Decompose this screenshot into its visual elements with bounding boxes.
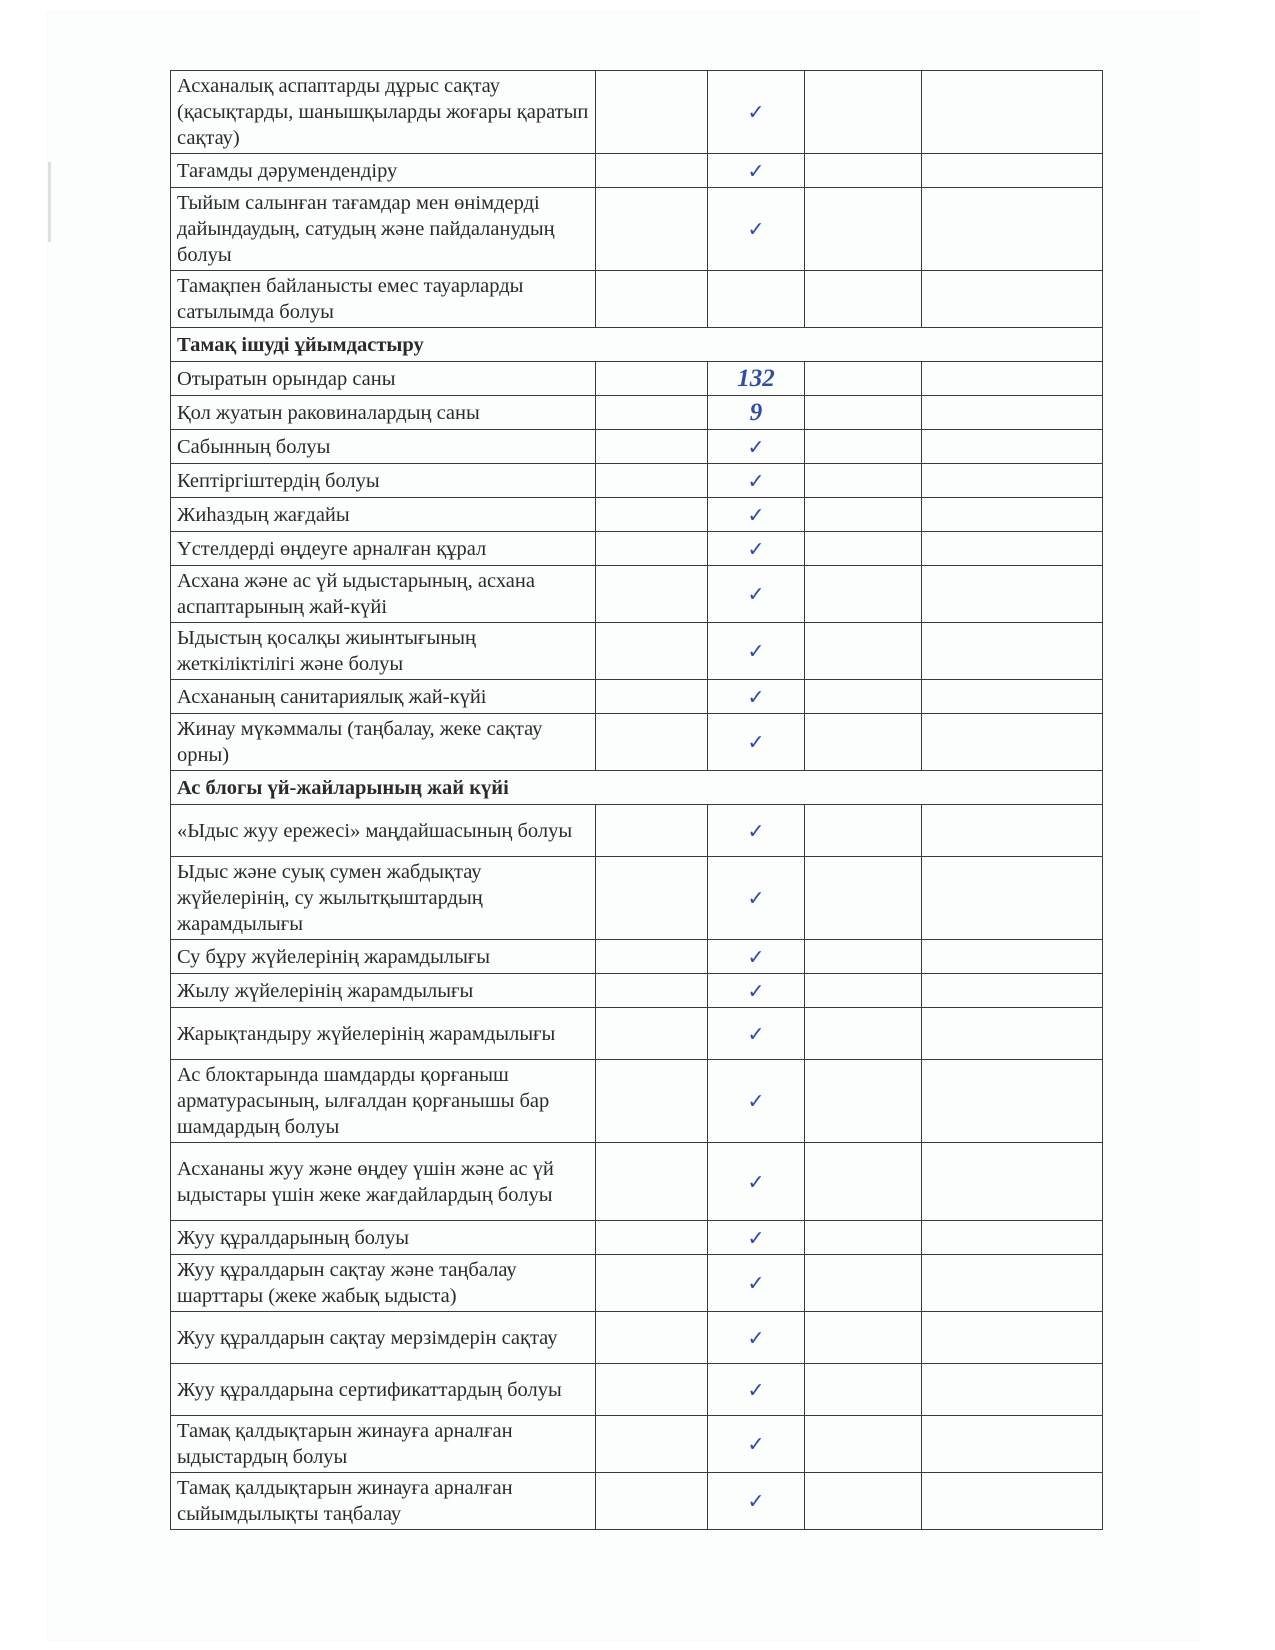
checklist-row (171, 498, 1103, 532)
empty-cell (922, 974, 1103, 1008)
checkmark-icon: ✓ (708, 532, 805, 566)
checkmark-icon: ✓ (708, 498, 805, 532)
checkmark-icon: ✓ (708, 464, 805, 498)
criterion-label: Ыдыс және суық сумен жабдықтау жүйелерінің, су жылытқыштардың жарамдылығы (171, 857, 596, 940)
empty-cell (805, 1008, 922, 1060)
criterion-label: Тыйым салынған тағамдар мен өнімдерді дайындаудың, сатудың және пайдаланудың болуы (171, 188, 596, 271)
checkmark-icon: ✓ (708, 940, 805, 974)
checklist-row (171, 188, 1103, 271)
empty-cell (922, 430, 1103, 464)
empty-cell (805, 396, 922, 430)
empty-cell (805, 805, 922, 857)
empty-cell (596, 430, 708, 464)
empty-cell (922, 396, 1103, 430)
empty-cell (805, 188, 922, 271)
checklist-row (171, 680, 1103, 714)
criterion-label: Тағамды дәрумендендіру (171, 154, 596, 188)
checklist-row (171, 532, 1103, 566)
checkmark-icon: ✓ (708, 974, 805, 1008)
empty-cell (922, 532, 1103, 566)
empty-cell (922, 1312, 1103, 1364)
checklist-row (171, 396, 1103, 430)
empty-cell (922, 71, 1103, 154)
empty-cell (596, 396, 708, 430)
empty-cell (922, 1143, 1103, 1221)
checklist-row (171, 154, 1103, 188)
checkmark-icon: ✓ (708, 1473, 805, 1530)
criterion-label: Асхана және ас үй ыдыстарының, асхана аспаптарының жай-күйі (171, 566, 596, 623)
criterion-label: Асханалық аспаптарды дұрыс сақтау (қасықтарды, шанышқыларды жоғары қаратып сақтау) (171, 71, 596, 154)
empty-cell (596, 362, 708, 396)
empty-cell (596, 71, 708, 154)
checklist-row (171, 566, 1103, 623)
empty-cell (596, 623, 708, 680)
empty-cell (922, 1060, 1103, 1143)
empty-cell (596, 532, 708, 566)
criterion-label: Жарықтандыру жүйелерінің жарамдылығы (171, 1008, 596, 1060)
empty-cell (805, 71, 922, 154)
criterion-label: Тамақ қалдықтарын жинауға арналған сыйымдылықты таңбалау (171, 1473, 596, 1530)
criterion-label: Асхананың санитариялық жай-күйі (171, 680, 596, 714)
empty-cell (596, 805, 708, 857)
checkmark-icon: ✓ (708, 1416, 805, 1473)
empty-cell (805, 1364, 922, 1416)
empty-cell (805, 1255, 922, 1312)
checklist-row (171, 1143, 1103, 1221)
section-title: Ас блогы үй-жайларының жай күйі (171, 771, 1103, 805)
criterion-label: Жуу құралдарын сақтау мерзімдерін сақтау (171, 1312, 596, 1364)
section-title: Тамақ ішуді ұйымдастыру (171, 328, 1103, 362)
empty-cell (922, 1473, 1103, 1530)
empty-cell (922, 714, 1103, 771)
checkmark-icon: ✓ (708, 71, 805, 154)
checklist-row (171, 805, 1103, 857)
empty-cell (596, 857, 708, 940)
checklist-row (171, 1416, 1103, 1473)
empty-cell (805, 680, 922, 714)
empty-cell (805, 430, 922, 464)
empty-cell (596, 714, 708, 771)
empty-cell (922, 940, 1103, 974)
empty-cell (805, 464, 922, 498)
criterion-label: Жуу құралдарына сертификаттардың болуы (171, 1364, 596, 1416)
checklist-row (171, 1221, 1103, 1255)
criterion-label: Ыдыстың қосалқы жиынтығының жеткіліктілігі және болуы (171, 623, 596, 680)
checkmark-icon: ✓ (708, 805, 805, 857)
checklist-row (171, 974, 1103, 1008)
empty-cell (922, 154, 1103, 188)
checkmark-icon: ✓ (708, 1060, 805, 1143)
empty-cell (805, 1221, 922, 1255)
empty-cell (805, 1143, 922, 1221)
empty-cell (922, 1364, 1103, 1416)
criterion-label: Кептіргіштердің болуы (171, 464, 596, 498)
checkmark-icon: ✓ (708, 430, 805, 464)
empty-cell (922, 188, 1103, 271)
section-header-row (171, 771, 1103, 805)
empty-cell (596, 1255, 708, 1312)
checklist-row (171, 464, 1103, 498)
checkmark-icon: ✓ (708, 1312, 805, 1364)
empty-cell (596, 1473, 708, 1530)
checklist-row (171, 71, 1103, 154)
handwritten-count: 132 (708, 362, 805, 396)
checkmark-icon: ✓ (708, 680, 805, 714)
inspection-checklist-table (170, 70, 1103, 1530)
checklist-row (171, 430, 1103, 464)
checkmark-icon: ✓ (708, 857, 805, 940)
empty-cell (922, 1255, 1103, 1312)
empty-cell (922, 680, 1103, 714)
empty-cell (596, 1364, 708, 1416)
checklist-row (171, 1312, 1103, 1364)
checklist-row (171, 271, 1103, 328)
empty-cell (922, 805, 1103, 857)
checklist-row (171, 1255, 1103, 1312)
criterion-label: Отыратын орындар саны (171, 362, 596, 396)
empty-cell (922, 566, 1103, 623)
checkmark-icon (708, 271, 805, 328)
checklist-row (171, 714, 1103, 771)
empty-cell (805, 974, 922, 1008)
empty-cell (805, 566, 922, 623)
checklist-row (171, 1060, 1103, 1143)
empty-cell (805, 623, 922, 680)
empty-cell (596, 154, 708, 188)
criterion-label: Ас блоктарында шамдарды қорғаныш арматурасының, ылғалдан қорғанышы бар шамдардың болуы (171, 1060, 596, 1143)
empty-cell (805, 1060, 922, 1143)
empty-cell (922, 362, 1103, 396)
empty-cell (922, 1008, 1103, 1060)
empty-cell (596, 1221, 708, 1255)
empty-cell (922, 1416, 1103, 1473)
empty-cell (596, 974, 708, 1008)
criterion-label: Қол жуатын раковиналардың саны (171, 396, 596, 430)
empty-cell (596, 271, 708, 328)
section-header-row (171, 328, 1103, 362)
handwritten-count: 9 (708, 396, 805, 430)
checkmark-icon: ✓ (708, 1255, 805, 1312)
empty-cell (805, 857, 922, 940)
empty-cell (596, 940, 708, 974)
empty-cell (922, 1221, 1103, 1255)
checkmark-icon: ✓ (708, 1008, 805, 1060)
criterion-label: Тамақпен байланысты емес тауарларды сатылымда болуы (171, 271, 596, 328)
checkmark-icon: ✓ (708, 1364, 805, 1416)
empty-cell (596, 188, 708, 271)
checklist-rows (171, 71, 1103, 1530)
checkmark-icon: ✓ (708, 1143, 805, 1221)
empty-cell (922, 498, 1103, 532)
criterion-label: «Ыдыс жуу ережесі» маңдайшасының болуы (171, 805, 596, 857)
empty-cell (596, 498, 708, 532)
empty-cell (922, 464, 1103, 498)
empty-cell (596, 464, 708, 498)
empty-cell (922, 271, 1103, 328)
checklist-row (171, 857, 1103, 940)
empty-cell (922, 623, 1103, 680)
criterion-label: Үстелдерді өңдеуге арналған құрал (171, 532, 596, 566)
checkmark-icon: ✓ (708, 566, 805, 623)
checklist-row (171, 940, 1103, 974)
empty-cell (805, 1312, 922, 1364)
scanned-page (48, 12, 1198, 1640)
empty-cell (805, 940, 922, 974)
criterion-label: Жуу құралдарын сақтау және таңбалау шарттары (жеке жабық ыдыста) (171, 1255, 596, 1312)
empty-cell (805, 154, 922, 188)
checklist-row (171, 1008, 1103, 1060)
empty-cell (805, 271, 922, 328)
checkmark-icon: ✓ (708, 1221, 805, 1255)
criterion-label: Жинау мүкәммалы (таңбалау, жеке сақтау орны) (171, 714, 596, 771)
empty-cell (805, 532, 922, 566)
checkmark-icon: ✓ (708, 623, 805, 680)
checklist-row (171, 1364, 1103, 1416)
checkmark-icon: ✓ (708, 154, 805, 188)
criterion-label: Асхананы жуу және өңдеу үшін және ас үй ыдыстары үшін жеке жағдайлардың болуы (171, 1143, 596, 1221)
checklist-row (171, 362, 1103, 396)
criterion-label: Жиһаздың жағдайы (171, 498, 596, 532)
criterion-label: Су бұру жүйелерінің жарамдылығы (171, 940, 596, 974)
criterion-label: Сабынның болуы (171, 430, 596, 464)
empty-cell (805, 362, 922, 396)
empty-cell (805, 714, 922, 771)
empty-cell (805, 1473, 922, 1530)
checklist-row (171, 623, 1103, 680)
empty-cell (596, 1008, 708, 1060)
criterion-label: Жуу құралдарының болуы (171, 1221, 596, 1255)
empty-cell (596, 1312, 708, 1364)
empty-cell (805, 498, 922, 532)
empty-cell (596, 1143, 708, 1221)
empty-cell (922, 857, 1103, 940)
empty-cell (596, 1416, 708, 1473)
empty-cell (596, 1060, 708, 1143)
checkmark-icon: ✓ (708, 188, 805, 271)
criterion-label: Тамақ қалдықтарын жинауға арналған ыдыстардың болуы (171, 1416, 596, 1473)
criterion-label: Жылу жүйелерінің жарамдылығы (171, 974, 596, 1008)
empty-cell (805, 1416, 922, 1473)
empty-cell (596, 566, 708, 623)
checkmark-icon: ✓ (708, 714, 805, 771)
empty-cell (596, 680, 708, 714)
checklist-row (171, 1473, 1103, 1530)
